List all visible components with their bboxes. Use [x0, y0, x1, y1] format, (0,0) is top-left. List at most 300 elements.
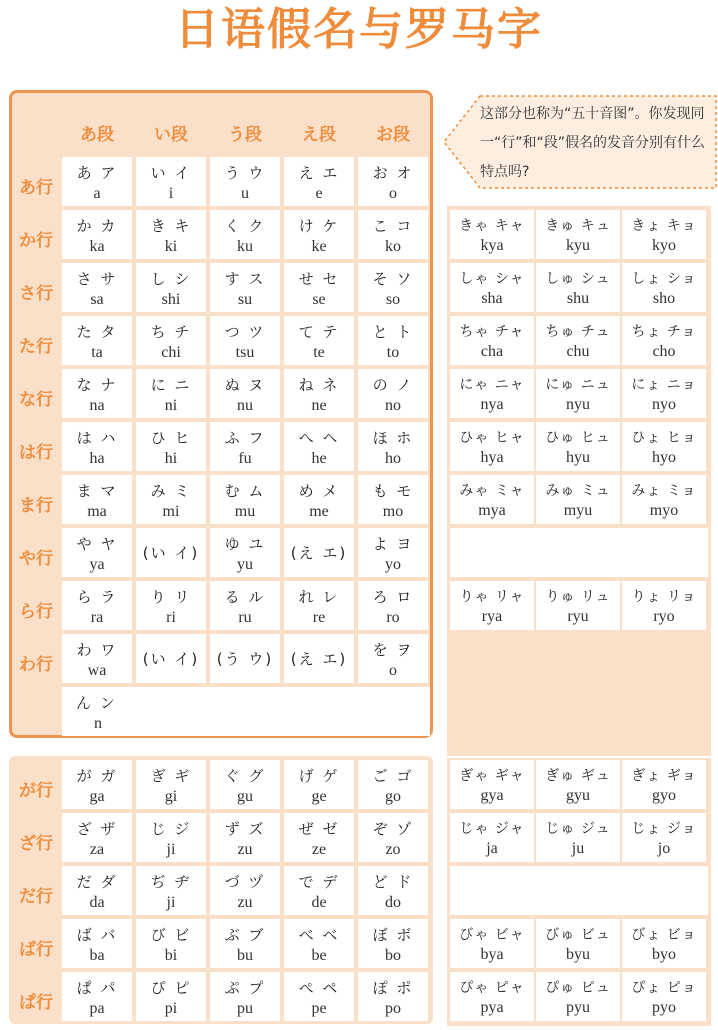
- kana-cell: [210, 581, 280, 630]
- kana-text: ん ン: [76, 694, 117, 712]
- kana-text: きゃ キャ: [459, 218, 525, 234]
- kana-text: しゅ シュ: [545, 271, 611, 287]
- kana-cell: [210, 866, 280, 915]
- kana-text: の ノ: [372, 376, 414, 394]
- yoon-cell: [450, 210, 534, 259]
- kana-cell: [358, 528, 428, 577]
- kana-text: こ コ: [372, 217, 414, 235]
- kana-text: よ ヨ: [372, 535, 414, 553]
- kana-text: く ク: [224, 217, 266, 235]
- kana-text: ち チ: [150, 323, 192, 341]
- romaji-text: ze: [311, 841, 327, 858]
- kana-text: ぽ ポ: [372, 979, 414, 997]
- kana-text: ぎょ ギョ: [631, 768, 697, 784]
- kana-cell: [210, 475, 280, 524]
- kana-cell: [136, 634, 206, 683]
- romaji-text: byo: [652, 946, 676, 963]
- kana-cell: [136, 475, 206, 524]
- yoon-cell: [450, 972, 534, 1021]
- romaji-text: kyo: [652, 237, 676, 254]
- kana-cell: [62, 581, 132, 630]
- romaji-text: mo: [382, 503, 404, 520]
- romaji-text: de: [311, 894, 327, 911]
- yoon-cell: [622, 316, 706, 365]
- yoon-cell: [450, 422, 534, 471]
- dan-header: う段: [228, 125, 262, 145]
- kana-text: ぷ プ: [224, 979, 266, 997]
- kana-text: を ヲ: [372, 641, 414, 659]
- yoon-cell: [450, 813, 534, 862]
- romaji-text: re: [312, 609, 326, 626]
- romaji-text: wa: [87, 662, 107, 679]
- romaji-text: nu: [237, 397, 253, 414]
- kana-cell: [136, 422, 206, 471]
- kana-text: げ ゲ: [298, 767, 340, 785]
- kana-cell: [358, 813, 428, 862]
- gyo-label: だ行: [19, 887, 53, 907]
- kana-cell: [62, 369, 132, 418]
- kana-cell: [284, 475, 354, 524]
- kana-text: か カ: [76, 217, 118, 235]
- romaji-text: ri: [166, 609, 176, 626]
- gyo-label: ぱ行: [19, 993, 53, 1013]
- romaji-text: ya: [89, 556, 105, 573]
- kana-text: れ レ: [298, 588, 340, 606]
- kana-cell: [136, 369, 206, 418]
- kana-text: あ ア: [76, 164, 118, 182]
- yoon-cell: [622, 760, 706, 809]
- kana-text: ちゅ チュ: [545, 324, 611, 340]
- kana-cell: [284, 263, 354, 312]
- romaji-text: bya: [480, 946, 504, 963]
- kana-text: りゅ リュ: [545, 589, 611, 605]
- kana-cell: [284, 422, 354, 471]
- romaji-text: go: [385, 788, 401, 805]
- kana-text: ど ド: [372, 873, 414, 891]
- kana-cell: [136, 316, 206, 365]
- kana-text: (い イ): [142, 650, 200, 668]
- kana-text: め メ: [298, 482, 340, 500]
- kana-text: ぴ ピ: [150, 979, 192, 997]
- kana-text: む ム: [224, 482, 266, 500]
- kana-cell: [284, 866, 354, 915]
- kana-text: に ニ: [150, 376, 192, 394]
- romaji-text: ga: [89, 788, 105, 805]
- romaji-text: tsu: [235, 344, 255, 361]
- yoon-cell: [622, 369, 706, 418]
- romaji-text: mi: [162, 503, 180, 520]
- romaji-text: ka: [89, 238, 105, 255]
- kana-text: び ビ: [150, 926, 192, 944]
- romaji-text: zu: [237, 841, 253, 858]
- kana-text: ご ゴ: [372, 767, 414, 785]
- romaji-text: ro: [386, 609, 400, 626]
- romaji-text: n: [94, 715, 102, 732]
- kana-cell: [136, 528, 206, 577]
- kana-cell: [136, 813, 206, 862]
- kana-text: る ル: [224, 588, 266, 606]
- kana-text: にゃ ニャ: [459, 377, 525, 393]
- kana-cell: [136, 972, 206, 1021]
- kana-cell: [358, 634, 428, 683]
- romaji-text: zu: [237, 894, 253, 911]
- kana-text: ぜ ゼ: [298, 820, 340, 838]
- yoon-cell: [450, 263, 534, 312]
- romaji-text: yu: [237, 556, 253, 573]
- romaji-text: pya: [480, 999, 504, 1016]
- kana-text: びゅ ビュ: [545, 927, 611, 943]
- kana-text: じゅ ジュ: [545, 821, 611, 837]
- kana-text: ね ネ: [298, 376, 340, 394]
- gyo-label: さ行: [19, 284, 53, 304]
- kana-text: ちょ チョ: [631, 324, 697, 340]
- romaji-text: hya: [480, 449, 504, 466]
- yoon-cell: [536, 316, 620, 365]
- kana-text: ら ラ: [76, 588, 118, 606]
- kana-text: ほ ホ: [372, 429, 414, 447]
- yoon-cell: [450, 581, 534, 630]
- kana-cell: [62, 866, 132, 915]
- romaji-text: no: [385, 397, 401, 414]
- kana-cell: [136, 157, 206, 206]
- romaji-text: sa: [90, 291, 104, 308]
- kana-cell: [284, 369, 354, 418]
- romaji-text: mu: [234, 503, 256, 520]
- kana-text: みょ ミョ: [631, 483, 697, 499]
- kana-text: しょ ショ: [631, 271, 697, 287]
- kana-text: へ ヘ: [298, 429, 340, 447]
- romaji-text: o: [389, 662, 397, 679]
- romaji-text: pe: [311, 1000, 327, 1017]
- kana-text: にょ ニョ: [631, 377, 697, 393]
- yoon-cell: [536, 972, 620, 1021]
- kana-text: み ミ: [150, 482, 192, 500]
- kana-cell: [358, 475, 428, 524]
- romaji-text: pu: [237, 1000, 253, 1017]
- kana-text: い イ: [150, 164, 192, 182]
- yoon-cell: [622, 581, 706, 630]
- yoon-cell: [536, 210, 620, 259]
- yoon-cell: [622, 813, 706, 862]
- kana-text: ぴゃ ピャ: [459, 980, 525, 996]
- kana-text: きょ キョ: [631, 218, 697, 234]
- romaji-text: ni: [164, 397, 178, 414]
- yoon-cell: [622, 422, 706, 471]
- kana-cell: [284, 316, 354, 365]
- romaji-text: chu: [566, 343, 590, 360]
- kana-text: け ケ: [298, 217, 340, 235]
- romaji-text: hyo: [652, 449, 676, 466]
- romaji-text: ryo: [653, 608, 675, 625]
- kana-text: じ ジ: [150, 820, 192, 838]
- romaji-text: bo: [385, 947, 401, 964]
- gyo-label: な行: [19, 390, 53, 410]
- romaji-text: ja: [486, 840, 498, 857]
- kana-text: ひょ ヒョ: [631, 430, 697, 446]
- romaji-text: po: [385, 1000, 401, 1017]
- romaji-text: zo: [385, 841, 401, 858]
- romaji-text: pyo: [652, 999, 676, 1016]
- kana-text: や ヤ: [76, 535, 118, 553]
- romaji-text: to: [386, 344, 400, 361]
- romaji-text: ha: [89, 450, 105, 467]
- dan-header: え段: [302, 125, 336, 145]
- romaji-text: bi: [164, 947, 178, 964]
- kana-cell: [210, 157, 280, 206]
- gyo-label: ら行: [19, 602, 53, 622]
- romaji-text: byu: [566, 946, 590, 963]
- yoon-cell: [622, 263, 706, 312]
- kana-text: ば バ: [76, 926, 118, 944]
- kana-cell: [136, 866, 206, 915]
- romaji-text: pi: [164, 1000, 178, 1017]
- kana-cell: [136, 210, 206, 259]
- kana-text: せ セ: [298, 270, 340, 288]
- gyo-label: ま行: [19, 496, 53, 516]
- kana-cell: [284, 813, 354, 862]
- kana-text: さ サ: [76, 270, 118, 288]
- romaji-text: yo: [385, 556, 401, 573]
- romaji-text: pyu: [566, 999, 590, 1016]
- romaji-text: ku: [237, 238, 253, 255]
- kana-text: ろ ロ: [372, 588, 414, 606]
- kana-cell: [62, 422, 132, 471]
- romaji-text: jo: [657, 840, 671, 857]
- romaji-text: shu: [566, 290, 590, 307]
- romaji-text: nyo: [652, 396, 676, 413]
- yoon-cell: [622, 210, 706, 259]
- romaji-text: o: [389, 185, 397, 202]
- romaji-text: ru: [238, 609, 252, 626]
- kana-text: ちゃ チャ: [459, 324, 525, 340]
- kana-cell: [62, 687, 430, 736]
- romaji-text: se: [312, 291, 326, 308]
- romaji-text: ke: [311, 238, 327, 255]
- kana-cell: [358, 422, 428, 471]
- romaji-text: myu: [563, 502, 593, 519]
- kana-text: りゃ リャ: [459, 589, 525, 605]
- kana-cell: [62, 263, 132, 312]
- gyo-label: は行: [19, 443, 53, 463]
- kana-text: べ ベ: [298, 926, 340, 944]
- kana-cell: [62, 157, 132, 206]
- romaji-text: e: [315, 185, 323, 202]
- romaji-text: hi: [164, 450, 178, 467]
- kana-cell: [210, 919, 280, 968]
- romaji-text: chi: [161, 344, 181, 361]
- romaji-text: ko: [385, 238, 401, 255]
- yoon-cell: [450, 369, 534, 418]
- gyo-label: や行: [19, 549, 53, 569]
- romaji-text: ma: [87, 503, 107, 520]
- yoon-cell: [622, 919, 706, 968]
- kana-text: みゃ ミャ: [459, 483, 525, 499]
- kana-cell: [62, 528, 132, 577]
- kana-text: ぎゅ ギュ: [545, 768, 611, 784]
- dan-header: お段: [376, 125, 410, 145]
- kana-text: で デ: [298, 873, 340, 891]
- gyo-label: た行: [19, 337, 53, 357]
- kana-text: (い イ): [142, 544, 200, 562]
- kana-text: ひゅ ヒュ: [545, 430, 611, 446]
- kana-text: ぬ ヌ: [224, 376, 266, 394]
- kana-cell: [284, 581, 354, 630]
- kana-text: だ ダ: [76, 873, 118, 891]
- kana-cell: [210, 813, 280, 862]
- kana-cell: [210, 369, 280, 418]
- yoon-cell: [450, 919, 534, 968]
- romaji-text: mya: [478, 502, 506, 519]
- gyo-label: ば行: [19, 940, 53, 960]
- romaji-text: ki: [164, 238, 178, 255]
- romaji-text: cho: [652, 343, 676, 360]
- kana-text: つ ツ: [224, 323, 266, 341]
- romaji-text: gi: [164, 788, 178, 805]
- kana-cell: [284, 528, 354, 577]
- kana-cell: [358, 866, 428, 915]
- romaji-text: ta: [91, 344, 103, 361]
- kana-text: ぱ パ: [76, 979, 118, 997]
- kana-cell: [358, 157, 428, 206]
- page-title: 日语假名与罗马字: [175, 4, 543, 55]
- kana-cell: [358, 263, 428, 312]
- dan-header: あ段: [80, 125, 114, 145]
- kana-cell: [358, 972, 428, 1021]
- romaji-text: ji: [166, 894, 176, 911]
- kana-cell: [210, 316, 280, 365]
- kana-cell: [136, 760, 206, 809]
- kana-text: ざ ザ: [76, 820, 118, 838]
- romaji-text: sha: [481, 290, 503, 307]
- romaji-text: ji: [166, 841, 176, 858]
- romaji-text: shi: [161, 291, 181, 308]
- romaji-text: nya: [480, 396, 504, 413]
- yoon-cell: [536, 581, 620, 630]
- romaji-text: so: [385, 291, 401, 308]
- yoon-cell: [536, 422, 620, 471]
- romaji-text: gyo: [652, 787, 676, 804]
- kana-text: ぺ ペ: [298, 979, 340, 997]
- kana-text: も モ: [372, 482, 414, 500]
- kana-text: ひ ヒ: [150, 429, 192, 447]
- kana-text: が ガ: [76, 767, 118, 785]
- kana-text: きゅ キュ: [545, 218, 611, 234]
- kana-cell: [136, 919, 206, 968]
- kana-cell: [210, 263, 280, 312]
- kana-text: お オ: [372, 164, 414, 182]
- kana-cell: [62, 919, 132, 968]
- romaji-text: za: [89, 841, 105, 858]
- kana-cell: [62, 634, 132, 683]
- yoon-cell: [450, 316, 534, 365]
- romaji-text: cha: [480, 343, 504, 360]
- romaji-text: ju: [571, 840, 585, 857]
- romaji-text: sho: [652, 290, 676, 307]
- romaji-text: kya: [480, 237, 504, 254]
- kana-text: ふ フ: [224, 429, 266, 447]
- romaji-text: rya: [481, 608, 503, 625]
- kana-cell: [210, 210, 280, 259]
- kana-text: (え エ): [290, 650, 348, 668]
- kana-cell: [62, 210, 132, 259]
- romaji-text: su: [237, 291, 253, 308]
- romaji-text: ho: [385, 450, 401, 467]
- kana-text: て テ: [298, 323, 340, 341]
- gyo-label: か行: [19, 231, 53, 251]
- romaji-text: gya: [480, 787, 504, 804]
- romaji-text: ra: [90, 609, 104, 626]
- kana-cell: [358, 919, 428, 968]
- kana-text: そ ソ: [372, 270, 414, 288]
- kana-text: う ウ: [224, 164, 266, 182]
- romaji-text: ba: [89, 947, 105, 964]
- kana-cell: [284, 157, 354, 206]
- kana-text: (え エ): [290, 544, 348, 562]
- romaji-text: do: [385, 894, 401, 911]
- yoon-cell: [536, 369, 620, 418]
- romaji-text: te: [313, 344, 325, 361]
- gyo-label: ざ行: [19, 834, 53, 854]
- gyo-label: わ行: [19, 655, 53, 675]
- kana-text: ゆ ユ: [224, 535, 266, 553]
- kana-cell: [62, 316, 132, 365]
- kana-cell: [62, 813, 132, 862]
- dan-header: い段: [154, 125, 188, 145]
- empty-cell: [450, 528, 708, 577]
- kana-text: りょ リョ: [631, 589, 697, 605]
- kana-text: ぶ ブ: [224, 926, 266, 944]
- kana-text: な ナ: [76, 376, 118, 394]
- romaji-text: gu: [237, 788, 253, 805]
- kana-cell: [62, 972, 132, 1021]
- romaji-text: gyu: [566, 787, 590, 804]
- kana-text: (う ウ): [216, 650, 274, 668]
- romaji-text: u: [241, 185, 249, 202]
- romaji-text: ne: [311, 397, 327, 414]
- kana-text: ず ズ: [224, 820, 266, 838]
- kana-text: は ハ: [76, 429, 118, 447]
- romaji-text: i: [168, 185, 174, 202]
- romaji-text: he: [311, 450, 327, 467]
- kana-text: え エ: [298, 164, 340, 182]
- kana-cell: [210, 634, 280, 683]
- kana-cell: [136, 263, 206, 312]
- kana-cell: [210, 972, 280, 1021]
- kana-cell: [284, 634, 354, 683]
- kana-cell: [210, 528, 280, 577]
- kana-cell: [284, 919, 354, 968]
- kana-text: びょ ビョ: [631, 927, 697, 943]
- yoon-cell: [622, 475, 706, 524]
- gyo-label: あ行: [19, 178, 53, 198]
- kana-text: す ス: [224, 270, 266, 288]
- kana-text: ま マ: [76, 482, 118, 500]
- yoon-cell: [622, 972, 706, 1021]
- kana-text: ぎ ギ: [150, 767, 192, 785]
- kana-cell: [62, 760, 132, 809]
- kana-cell: [284, 760, 354, 809]
- kana-text: ぼ ボ: [372, 926, 414, 944]
- kana-text: じゃ ジャ: [459, 821, 525, 837]
- kana-text: と ト: [372, 323, 414, 341]
- kana-text: ぎゃ ギャ: [459, 768, 525, 784]
- yoon-cell: [536, 813, 620, 862]
- kana-text: わ ワ: [76, 641, 118, 659]
- romaji-text: kyu: [566, 237, 590, 254]
- kana-text: ぴょ ピョ: [631, 980, 697, 996]
- kana-text: た タ: [76, 323, 118, 341]
- romaji-text: me: [309, 503, 329, 520]
